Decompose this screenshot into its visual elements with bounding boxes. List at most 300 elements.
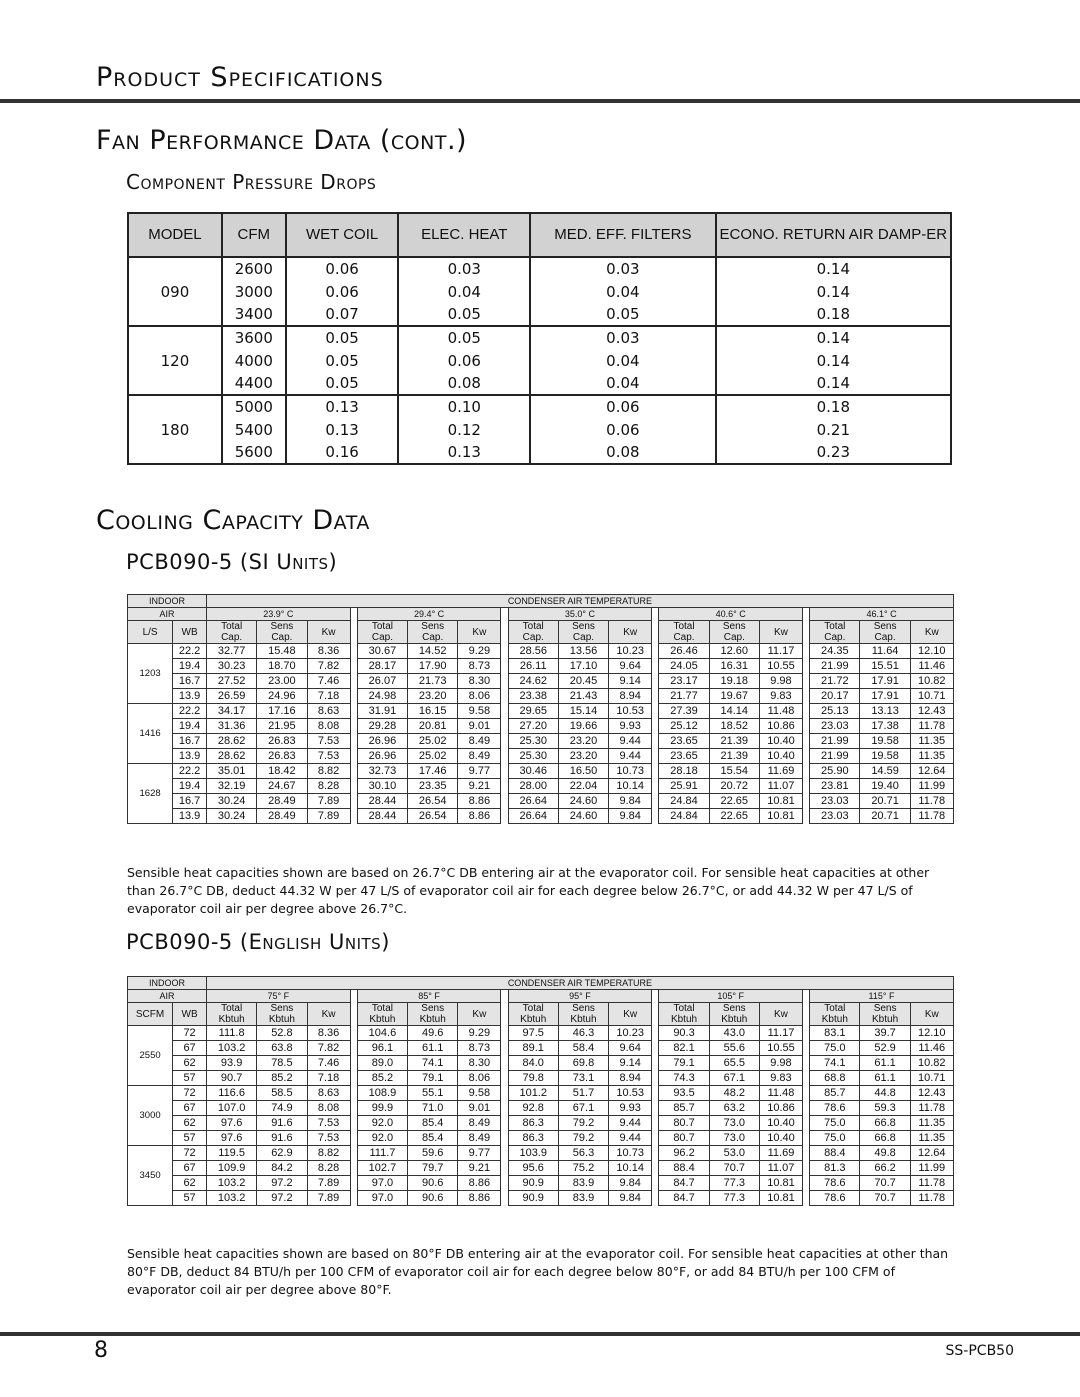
table-cell: 0.14 xyxy=(716,349,951,372)
spacer xyxy=(803,659,810,674)
spacer xyxy=(350,608,357,621)
table-row xyxy=(128,644,954,659)
condenser-label: CONDENSER AIR TEMPERATURE xyxy=(207,595,954,608)
air-label: AIR xyxy=(128,608,207,621)
table-cell: 20.45 xyxy=(558,674,608,689)
table-cell: 83.1 xyxy=(810,1026,860,1041)
table-cell: 9.29 xyxy=(458,1026,501,1041)
table-cell: 30.10 xyxy=(357,779,407,794)
wet-bulb-cell: 22.2 xyxy=(173,644,207,659)
sens-label: Sens xyxy=(270,621,294,632)
table-cell: 85.4 xyxy=(408,1131,458,1146)
table-cell: 26.54 xyxy=(408,809,458,824)
table-cell: 67.1 xyxy=(709,1071,759,1086)
table-cell: 18.42 xyxy=(257,764,307,779)
spacer xyxy=(803,608,810,621)
table-cell: 9.58 xyxy=(458,1086,501,1101)
table-cell: 27.52 xyxy=(207,674,257,689)
table-cell: 4000 xyxy=(222,349,286,372)
table-cell: 23.20 xyxy=(408,689,458,704)
total-capacity-header xyxy=(508,1003,558,1026)
spacer xyxy=(501,1191,508,1206)
table-cell: 61.1 xyxy=(860,1071,910,1086)
table-cell: 7.89 xyxy=(307,1191,350,1206)
table-cell: 23.65 xyxy=(659,734,709,749)
capacity-unit-label: Kbtuh xyxy=(520,1014,547,1025)
spacer xyxy=(652,659,659,674)
table-cell: 28.17 xyxy=(357,659,407,674)
table-row xyxy=(128,1146,954,1161)
table-cell: 8.08 xyxy=(307,719,350,734)
model-cell xyxy=(128,326,222,349)
table-cell: 10.40 xyxy=(759,749,802,764)
table-row xyxy=(128,1191,954,1206)
temperature-header: 85° F xyxy=(357,990,501,1003)
table-cell: 58.4 xyxy=(558,1041,608,1056)
table-cell: 91.6 xyxy=(257,1131,307,1146)
table-cell: 9.01 xyxy=(458,719,501,734)
table-cell: 27.39 xyxy=(659,704,709,719)
model-cell: 120 xyxy=(128,349,222,372)
wet-bulb-cell: 62 xyxy=(173,1176,207,1191)
spacer xyxy=(803,1041,810,1056)
table-cell: 24.60 xyxy=(558,794,608,809)
spacer xyxy=(652,1071,659,1086)
header-row xyxy=(128,595,954,608)
table-cell: 32.77 xyxy=(207,644,257,659)
table-cell: 10.73 xyxy=(609,1146,652,1161)
spacer xyxy=(501,794,508,809)
table-cell: 21.43 xyxy=(558,689,608,704)
table-cell: 11.35 xyxy=(910,1116,953,1131)
airflow-cell: 2550 xyxy=(128,1026,173,1086)
table-cell: 14.52 xyxy=(408,644,458,659)
spacer xyxy=(652,704,659,719)
spacer xyxy=(652,1191,659,1206)
table-cell: 28.44 xyxy=(357,809,407,824)
table-cell: 34.17 xyxy=(207,704,257,719)
total-capacity-header xyxy=(357,1003,407,1026)
spacer xyxy=(652,1146,659,1161)
spacer xyxy=(803,764,810,779)
spacer xyxy=(350,719,357,734)
wet-bulb-cell: 19.4 xyxy=(173,719,207,734)
table-row xyxy=(128,1026,954,1041)
temperature-header: 35.0° C xyxy=(508,608,652,621)
sens-capacity-header xyxy=(558,621,608,644)
table-cell: 81.3 xyxy=(810,1161,860,1176)
table-cell: 9.14 xyxy=(609,674,652,689)
model-cell xyxy=(128,395,222,418)
spacer xyxy=(803,809,810,824)
table-cell: 97.0 xyxy=(357,1176,407,1191)
table-cell: 97.6 xyxy=(207,1116,257,1131)
table-cell: 0.06 xyxy=(398,349,530,372)
table-cell: 24.62 xyxy=(508,674,558,689)
table-cell: 8.49 xyxy=(458,749,501,764)
fan-performance-heading: Fan Performance Data (cont.) xyxy=(96,125,468,156)
table-cell: 19.18 xyxy=(709,674,759,689)
english-footnote: Sensible heat capacities shown are based on 80°F DB entering air at the evaporator coil. For sensible heat capacities at other than 80°F DB, deduct 84 BTU/h per 100 CFM of evaporator coil air for each degree below 80°F, or add 84 BTU/h per 100 CFM of evaporator coil air per degree above 80°F. xyxy=(127,1246,949,1297)
page-number: 8 xyxy=(94,1338,108,1363)
table-cell: 92.0 xyxy=(357,1116,407,1131)
table-cell: 11.78 xyxy=(910,1176,953,1191)
table-cell: 10.81 xyxy=(759,809,802,824)
table-cell: 61.1 xyxy=(860,1056,910,1071)
table-cell: 9.44 xyxy=(609,1116,652,1131)
table-cell: 53.0 xyxy=(709,1146,759,1161)
table-cell: 21.99 xyxy=(810,659,860,674)
table-cell: 7.53 xyxy=(307,749,350,764)
temperature-header: 75° F xyxy=(207,990,351,1003)
table-cell: 8.86 xyxy=(458,1176,501,1191)
total-label: Total xyxy=(673,1003,695,1014)
table-cell: 25.12 xyxy=(659,719,709,734)
footer-rule xyxy=(0,1332,1080,1336)
table-cell: 70.7 xyxy=(709,1161,759,1176)
table-cell: 92.0 xyxy=(357,1131,407,1146)
sens-label: Sens xyxy=(421,1003,445,1014)
table-cell: 101.2 xyxy=(508,1086,558,1101)
table-cell: 0.04 xyxy=(530,372,716,395)
header-row xyxy=(128,977,954,990)
table-cell: 9.44 xyxy=(609,734,652,749)
table-cell: 7.53 xyxy=(307,1116,350,1131)
table-cell: 21.99 xyxy=(810,749,860,764)
table-cell: 2600 xyxy=(222,257,286,280)
table-cell: 84.0 xyxy=(508,1056,558,1071)
table-cell: 85.2 xyxy=(357,1071,407,1086)
pressure-drops-table xyxy=(127,212,952,465)
spacer xyxy=(350,990,357,1003)
table-cell: 9.84 xyxy=(609,1191,652,1206)
header-row xyxy=(128,1003,954,1026)
table-cell: 79.7 xyxy=(408,1161,458,1176)
wet-bulb-cell: 62 xyxy=(173,1056,207,1071)
table-cell: 17.10 xyxy=(558,659,608,674)
spacer xyxy=(652,809,659,824)
sens-label: Sens xyxy=(572,621,595,632)
total-label: Total xyxy=(371,1003,393,1014)
table-cell: 52.8 xyxy=(257,1026,307,1041)
table-cell: 66.8 xyxy=(860,1131,910,1146)
kw-label: Kw xyxy=(307,1003,350,1026)
table-cell: 83.9 xyxy=(558,1191,608,1206)
table-cell: 78.5 xyxy=(257,1056,307,1071)
table-cell: 0.05 xyxy=(286,349,399,372)
table-cell: 24.67 xyxy=(257,779,307,794)
table-cell: 99.9 xyxy=(357,1101,407,1116)
total-label: Total xyxy=(673,621,695,632)
spacer xyxy=(652,1086,659,1101)
table-cell: 74.3 xyxy=(659,1071,709,1086)
table-cell: 84.7 xyxy=(659,1176,709,1191)
table-cell: 0.14 xyxy=(716,372,951,395)
table-cell: 0.03 xyxy=(398,257,530,280)
wet-bulb-cell: 57 xyxy=(173,1131,207,1146)
table-cell: 75.0 xyxy=(810,1131,860,1146)
table-cell: 74.1 xyxy=(408,1056,458,1071)
table-cell: 73.0 xyxy=(709,1116,759,1131)
table-cell: 66.8 xyxy=(860,1116,910,1131)
table-cell: 8.63 xyxy=(307,704,350,719)
wb-label: WB xyxy=(173,1003,207,1026)
table-cell: 79.1 xyxy=(408,1071,458,1086)
table-cell: 8.94 xyxy=(609,689,652,704)
table-cell: 75.0 xyxy=(810,1041,860,1056)
table-cell: 19.40 xyxy=(860,779,910,794)
table-cell: 8.30 xyxy=(458,1056,501,1071)
kw-label: Kw xyxy=(458,1003,501,1026)
table-cell: 11.07 xyxy=(759,779,802,794)
total-capacity-header xyxy=(810,621,860,644)
table-cell: 9.44 xyxy=(609,749,652,764)
table-cell: 8.06 xyxy=(458,1071,501,1086)
table-cell: 11.69 xyxy=(759,764,802,779)
table-cell: 52.9 xyxy=(860,1041,910,1056)
table-row xyxy=(128,441,951,464)
table-cell: 16.50 xyxy=(558,764,608,779)
spacer xyxy=(803,1146,810,1161)
table-cell: 21.72 xyxy=(810,674,860,689)
wet-bulb-cell: 16.7 xyxy=(173,734,207,749)
table-cell: 69.8 xyxy=(558,1056,608,1071)
total-label: Total xyxy=(221,621,243,632)
table-cell: 96.1 xyxy=(357,1041,407,1056)
spacer xyxy=(652,1026,659,1041)
table-cell: 26.64 xyxy=(508,809,558,824)
spacer xyxy=(652,1176,659,1191)
table-cell: 97.6 xyxy=(207,1131,257,1146)
table-row xyxy=(128,1101,954,1116)
table-cell: 82.1 xyxy=(659,1041,709,1056)
table-cell: 8.49 xyxy=(458,1116,501,1131)
spacer xyxy=(803,1161,810,1176)
spacer xyxy=(652,1056,659,1071)
table-cell: 88.4 xyxy=(659,1161,709,1176)
table-cell: 10.14 xyxy=(609,779,652,794)
table-cell: 102.7 xyxy=(357,1161,407,1176)
table-cell: 103.2 xyxy=(207,1191,257,1206)
table-cell: 9.77 xyxy=(458,764,501,779)
spacer xyxy=(803,1191,810,1206)
table-cell: 23.20 xyxy=(558,749,608,764)
kw-label: Kw xyxy=(609,1003,652,1026)
table-cell: 55.6 xyxy=(709,1041,759,1056)
table-cell: 13.13 xyxy=(860,704,910,719)
total-capacity-header xyxy=(508,621,558,644)
table-cell: 8.30 xyxy=(458,674,501,689)
table-row xyxy=(128,1176,954,1191)
table-cell: 18.70 xyxy=(257,659,307,674)
table-cell: 21.39 xyxy=(709,749,759,764)
table-row xyxy=(128,280,951,303)
table-cell: 11.78 xyxy=(910,794,953,809)
spacer xyxy=(350,1176,357,1191)
table-row xyxy=(128,749,954,764)
temperature-header: 40.6° C xyxy=(659,608,803,621)
table-cell: 23.65 xyxy=(659,749,709,764)
table-cell: 9.01 xyxy=(458,1101,501,1116)
total-capacity-header xyxy=(207,1003,257,1026)
capacity-unit-label: Cap. xyxy=(874,632,896,643)
table-cell: 11.48 xyxy=(759,704,802,719)
table-cell: 17.91 xyxy=(860,689,910,704)
table-cell: 85.7 xyxy=(659,1101,709,1116)
table-cell: 8.36 xyxy=(307,1026,350,1041)
spacer xyxy=(652,644,659,659)
total-capacity-header xyxy=(810,1003,860,1026)
table-cell: 9.77 xyxy=(458,1146,501,1161)
wet-bulb-cell: 72 xyxy=(173,1146,207,1161)
temperature-header: 23.9° C xyxy=(207,608,351,621)
table-cell: 0.10 xyxy=(398,395,530,418)
indoor-label: INDOOR xyxy=(128,595,207,608)
table-cell: 21.39 xyxy=(709,734,759,749)
table-cell: 8.06 xyxy=(458,689,501,704)
table-row xyxy=(128,704,954,719)
table-cell: 74.9 xyxy=(257,1101,307,1116)
table-cell: 11.35 xyxy=(910,1131,953,1146)
table-cell: 17.90 xyxy=(408,659,458,674)
table-cell: 13.56 xyxy=(558,644,608,659)
wet-bulb-cell: 67 xyxy=(173,1161,207,1176)
spacer xyxy=(803,719,810,734)
table-cell: 0.13 xyxy=(286,395,399,418)
table-cell: 20.72 xyxy=(709,779,759,794)
spacer xyxy=(803,1071,810,1086)
header-row xyxy=(128,990,954,1003)
spacer xyxy=(501,1003,508,1026)
table-cell: 10.82 xyxy=(910,674,953,689)
table-cell: 8.28 xyxy=(307,1161,350,1176)
table-cell: 0.05 xyxy=(286,326,399,349)
table-cell: 25.30 xyxy=(508,749,558,764)
table-cell: 24.84 xyxy=(659,794,709,809)
table-cell: 109.9 xyxy=(207,1161,257,1176)
spacer xyxy=(501,779,508,794)
table-row xyxy=(128,372,951,395)
table-cell: 9.44 xyxy=(609,1131,652,1146)
spacer xyxy=(350,1116,357,1131)
table-cell: 24.96 xyxy=(257,689,307,704)
table-cell: 15.54 xyxy=(709,764,759,779)
table-cell: 17.91 xyxy=(860,674,910,689)
model-cell xyxy=(128,303,222,326)
spacer xyxy=(803,794,810,809)
capacity-unit-label: Kbtuh xyxy=(419,1014,446,1025)
table-cell: 83.9 xyxy=(558,1176,608,1191)
table-cell: 10.23 xyxy=(609,644,652,659)
table-cell: 71.0 xyxy=(408,1101,458,1116)
table-cell: 19.67 xyxy=(709,689,759,704)
table-cell: 8.86 xyxy=(458,794,501,809)
table-cell: 10.53 xyxy=(609,704,652,719)
table-cell: 10.14 xyxy=(609,1161,652,1176)
table-cell: 11.35 xyxy=(910,749,953,764)
table-cell: 85.2 xyxy=(257,1071,307,1086)
table-cell: 26.07 xyxy=(357,674,407,689)
table-cell: 0.04 xyxy=(530,280,716,303)
table-cell: 29.28 xyxy=(357,719,407,734)
wet-bulb-cell: 57 xyxy=(173,1191,207,1206)
sens-capacity-header xyxy=(860,621,910,644)
capacity-unit-label: Cap. xyxy=(522,632,544,643)
condenser-label: CONDENSER AIR TEMPERATURE xyxy=(207,977,954,990)
table-cell: 23.03 xyxy=(810,809,860,824)
table-cell: 28.62 xyxy=(207,749,257,764)
spacer xyxy=(501,1056,508,1071)
spacer xyxy=(350,1056,357,1071)
table-cell: 7.53 xyxy=(307,1131,350,1146)
wet-bulb-cell: 16.7 xyxy=(173,674,207,689)
table-cell: 116.6 xyxy=(207,1086,257,1101)
table-cell: 91.6 xyxy=(257,1116,307,1131)
wet-bulb-cell: 19.4 xyxy=(173,779,207,794)
english-units-heading: PCB090-5 (English Units) xyxy=(126,930,390,954)
table-cell: 26.96 xyxy=(357,734,407,749)
table-cell: 10.40 xyxy=(759,1131,802,1146)
table-cell: 8.63 xyxy=(307,1086,350,1101)
table-row xyxy=(128,809,954,824)
table-cell: 8.49 xyxy=(458,1131,501,1146)
spacer xyxy=(803,734,810,749)
table-row xyxy=(128,1071,954,1086)
sens-label: Sens xyxy=(270,1003,294,1014)
table-cell: 93.5 xyxy=(659,1086,709,1101)
table-cell: 10.23 xyxy=(609,1026,652,1041)
table-cell: 11.78 xyxy=(910,1101,953,1116)
spacer xyxy=(501,659,508,674)
wet-bulb-cell: 72 xyxy=(173,1026,207,1041)
table-cell: 7.89 xyxy=(307,794,350,809)
spacer xyxy=(652,1131,659,1146)
capacity-unit-label: Kbtuh xyxy=(570,1014,597,1025)
si-footnote: Sensible heat capacities shown are based on 26.7°C DB entering air at the evaporator coil. For sensible heat capacities at other than 26.7°C DB, deduct 44.32 W per 47 L/S of evaporator coil air for each degree below 26.7°C, or add 44.32 W per 47 L/S of evaporator coil air per degree above 26.7°C. xyxy=(127,865,930,916)
spacer xyxy=(350,1131,357,1146)
table-cell: 75.0 xyxy=(810,1116,860,1131)
document-code: SS-PCB50 xyxy=(945,1343,1014,1359)
table-cell: 10.81 xyxy=(759,1191,802,1206)
table-cell: 80.7 xyxy=(659,1131,709,1146)
table-cell: 79.2 xyxy=(558,1116,608,1131)
table-cell: 11.46 xyxy=(910,1041,953,1056)
table-cell: 65.5 xyxy=(709,1056,759,1071)
table-row xyxy=(128,689,954,704)
table-row xyxy=(128,1041,954,1056)
table-cell: 23.35 xyxy=(408,779,458,794)
table-cell: 17.46 xyxy=(408,764,458,779)
table-cell: 97.2 xyxy=(257,1191,307,1206)
table-cell: 10.71 xyxy=(910,689,953,704)
total-label: Total xyxy=(371,621,393,632)
table-cell: 9.21 xyxy=(458,779,501,794)
spacer xyxy=(501,704,508,719)
model-cell xyxy=(128,441,222,464)
sens-label: Sens xyxy=(722,621,746,632)
table-cell: 11.64 xyxy=(860,644,910,659)
table-cell: 0.06 xyxy=(530,418,716,441)
sens-capacity-header xyxy=(257,1003,307,1026)
table-cell: 8.08 xyxy=(307,1101,350,1116)
table-cell: 11.78 xyxy=(910,809,953,824)
table-row xyxy=(128,1116,954,1131)
table-cell: 0.13 xyxy=(398,441,530,464)
table-cell: 84.2 xyxy=(257,1161,307,1176)
table-cell: 90.6 xyxy=(408,1191,458,1206)
table-cell: 32.73 xyxy=(357,764,407,779)
spacer xyxy=(652,1101,659,1116)
